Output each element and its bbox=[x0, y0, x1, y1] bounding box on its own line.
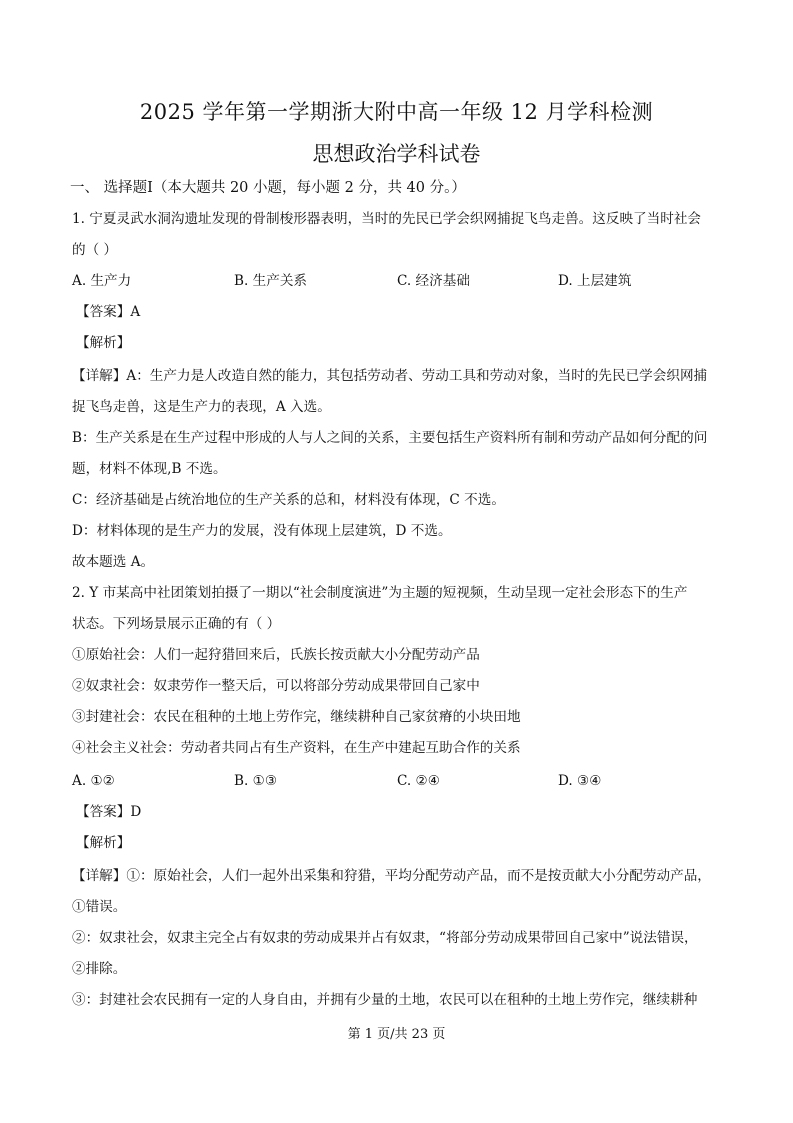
q1-detail-line: C：经济基础是占统治地位的生产关系的总和，材料没有体现，C 不选。 bbox=[72, 492, 505, 508]
q2-analysis-label: 【解析】 bbox=[76, 835, 131, 851]
q1-detail-line: 【详解】A：生产力是人改造自然的能力，其包括劳动者、劳动工具和劳动对象，当时的先民已学会织网捕 bbox=[72, 368, 708, 384]
q1-option-d: D. 上层建筑 bbox=[558, 273, 632, 289]
q2-option-c: C. ②④ bbox=[397, 773, 440, 789]
q2-option-a: A. ①② bbox=[72, 773, 115, 789]
q2-option-b: B. ①③ bbox=[234, 773, 278, 789]
q1-option-a: A. 生产力 bbox=[72, 273, 132, 289]
exam-subtitle: 思想政治学科试卷 bbox=[312, 142, 481, 166]
exam-title: 2025 学年第一学期浙大附中高一年级 12 月学科检测 bbox=[139, 100, 654, 124]
q2-detail-line: 【详解】①：原始社会，人们一起外出采集和狩猎，平均分配劳动产品，而不是按贡献大小分配劳动产品， bbox=[72, 868, 711, 884]
q1-detail-line: B：生产关系是在生产过程中形成的人与人之间的关系，主要包括生产资料所有制和劳动产品如何分配的问 bbox=[72, 430, 708, 446]
section-heading: 一、 选择题Ⅰ（本大题共 20 小题，每小题 2 分，共 40 分。） bbox=[70, 180, 466, 196]
q2-detail-line: ③：封建社会农民拥有一定的人身自由，并拥有少量的土地，农民可以在租种的土地上劳作完，继续耕种 bbox=[72, 992, 698, 1008]
q2-detail-line: ②：奴隶社会，奴隶主完全占有奴隶的劳动成果并占有奴隶，“将部分劳动成果带回自己家中”说法错误， bbox=[72, 930, 698, 946]
q1-detail-line: 捉飞鸟走兽，这是生产力的表现，A 入选。 bbox=[72, 399, 331, 415]
page-footer: 第 1 页/共 23 页 bbox=[347, 1027, 446, 1042]
q1-stem-line1: 1. 宁夏灵武水洞沟遗址发现的骨制梭形器表明，当时的先民已学会织网捕捉飞鸟走兽。这反映了当时社会 bbox=[72, 211, 702, 227]
q1-detail-line: D：材料体现的是生产力的发展，没有体现上层建筑，D 不选。 bbox=[72, 523, 452, 539]
q2-statement: ③封建社会：农民在租种的土地上劳作完，继续耕种自己家贫瘠的小块田地 bbox=[72, 709, 521, 725]
q2-detail-line: ①错误。 bbox=[72, 899, 127, 915]
q2-statement: ④社会主义社会：劳动者共同占有生产资料，在生产中建起互助合作的关系 bbox=[72, 740, 521, 756]
q1-option-b: B. 生产关系 bbox=[234, 273, 308, 289]
q1-detail-line: 题，材料不体现,B 不选。 bbox=[72, 461, 227, 477]
q2-answer: 【答案】D bbox=[76, 804, 142, 820]
q1-option-c: C. 经济基础 bbox=[397, 273, 470, 289]
q1-conclusion: 故本题选 A。 bbox=[72, 554, 155, 570]
q2-stem-line2: 状态。下列场景展示正确的有（ ） bbox=[72, 616, 281, 632]
q2-stem-line1: 2. Y 市某高中社团策划拍摄了一期以“社会制度演进”为主题的短视频，生动呈现一定社会形态下的生产 bbox=[72, 585, 688, 601]
q2-statement: ②奴隶社会：奴隶劳作一整天后，可以将部分劳动成果带回自己家中 bbox=[72, 678, 480, 694]
q2-detail-line: ②排除。 bbox=[72, 961, 127, 977]
q2-statement: ①原始社会：人们一起狩猎回来后，氏族长按贡献大小分配劳动产品 bbox=[72, 647, 480, 663]
q2-option-d: D. ③④ bbox=[558, 773, 602, 789]
q1-answer: 【答案】A bbox=[76, 304, 141, 320]
q1-stem-line2: 的（ ） bbox=[72, 242, 118, 258]
q1-analysis-label: 【解析】 bbox=[76, 335, 131, 351]
